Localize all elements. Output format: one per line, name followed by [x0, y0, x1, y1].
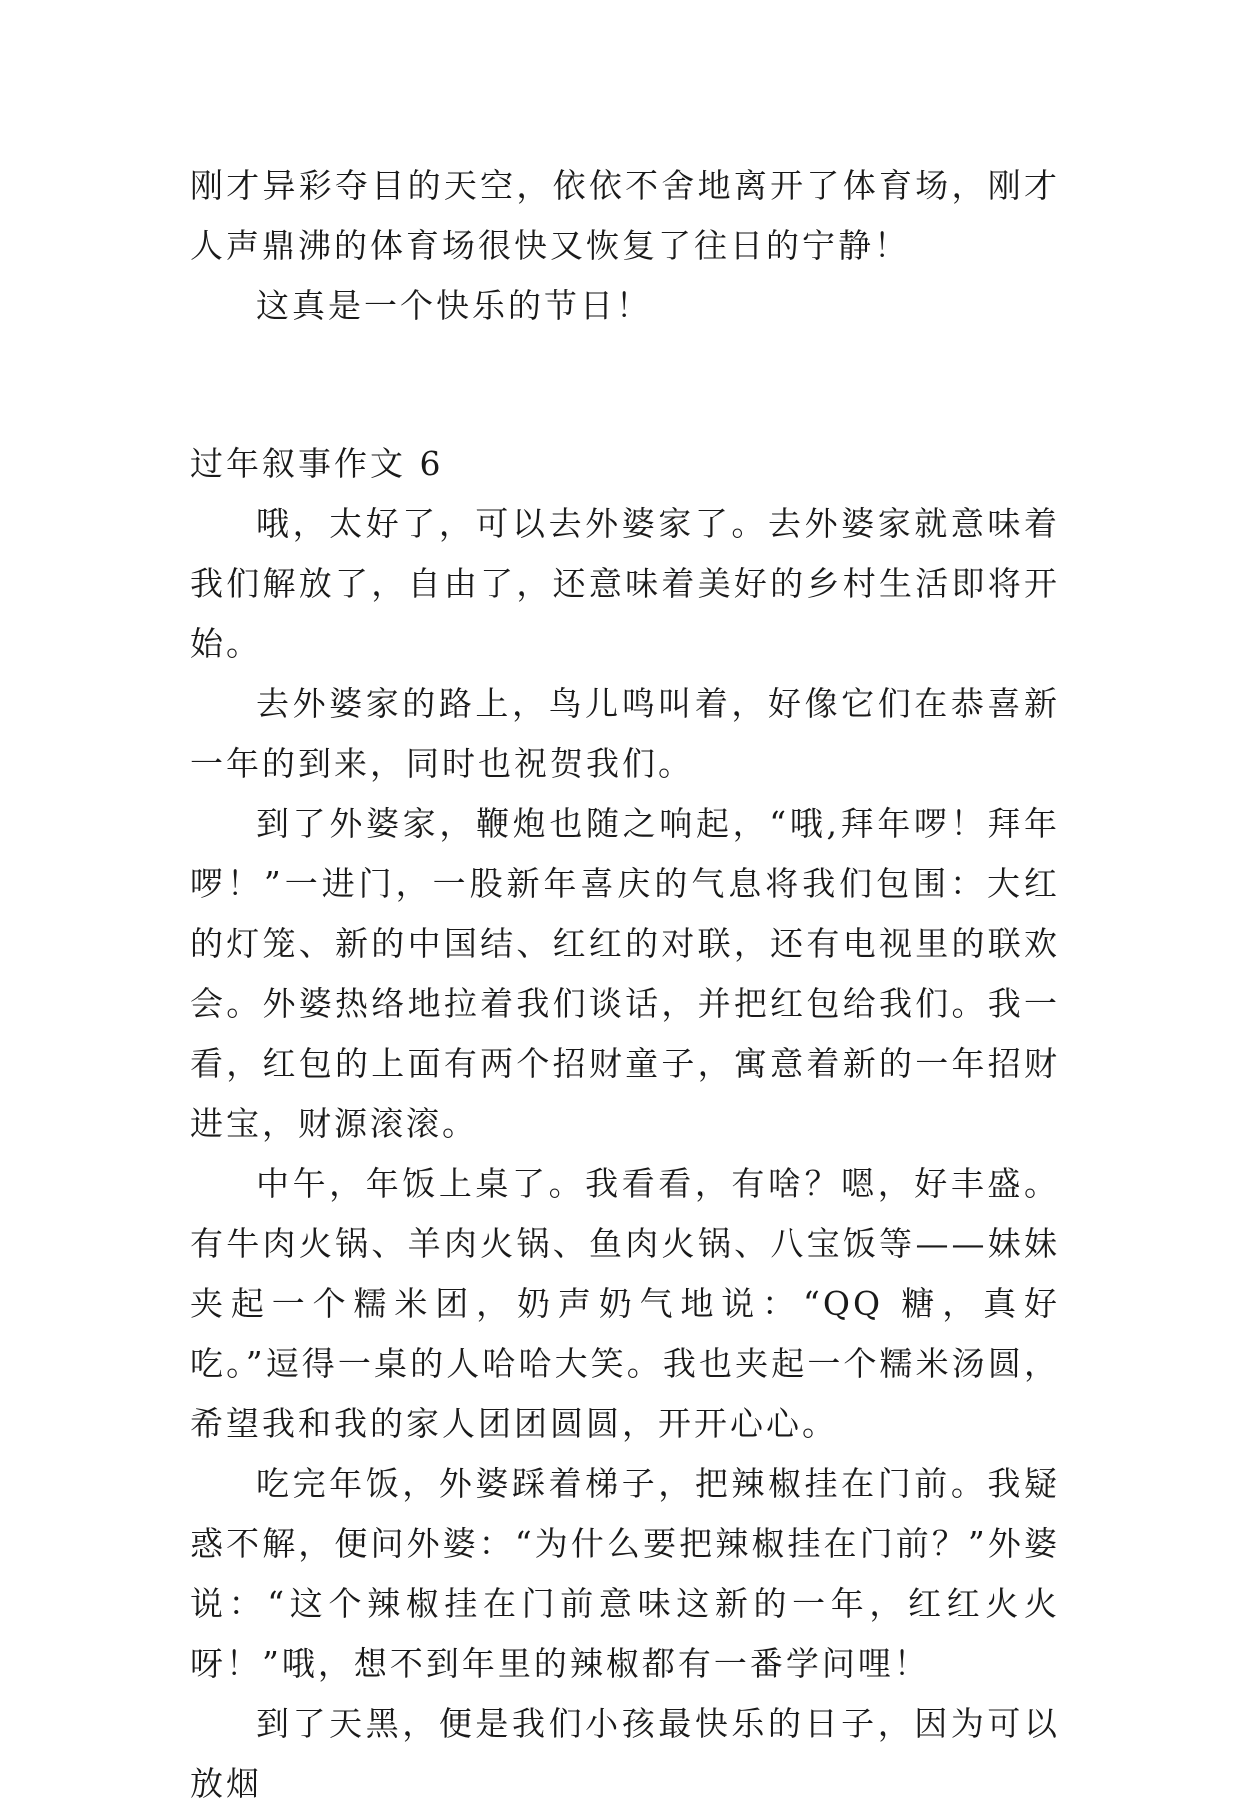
section-title: 过年叙事作文 6 [190, 444, 444, 483]
closing-line: 这真是一个快乐的节日！ [256, 286, 652, 325]
document-body [190, 156, 1060, 1814]
section-spacer [190, 336, 1060, 434]
paragraph-5: 吃完年饭，外婆踩着梯子，把辣椒挂在门前。我疑惑不解，便问外婆：“为什么要把辣椒挂在门前？”外婆说：“这个辣椒挂在门前意味这新的一年，红红火火呀！”哦，想不到年里的辣椒都有一番学问哩！ [190, 1464, 1060, 1683]
paragraph-6: 到了天黑，便是我们小孩最快乐的日子，因为可以放烟 [190, 1704, 1060, 1803]
continued-paragraph: 刚才异彩夺目的天空，依依不舍地离开了体育场，刚才人声鼎沸的体育场很快又恢复了往日的宁静！ [190, 166, 1060, 265]
paragraph-1: 哦，太好了，可以去外婆家了。去外婆家就意味着我们解放了，自由了，还意味着美好的乡村生活即将开始。 [190, 504, 1060, 663]
paragraph-3: 到了外婆家，鞭炮也随之响起，“哦,拜年啰！拜年啰！”一进门，一股新年喜庆的气息将我们包围：大红的灯笼、新的中国结、红红的对联，还有电视里的联欢会。外婆热络地拉着我们谈话，并把红包给我们。我一看，红包的上面有两个招财童子，寓意着新的一年招财进宝，财源滚滚。 [190, 804, 1060, 1143]
paragraph-2: 去外婆家的路上，鸟儿鸣叫着，好像它们在恭喜新一年的到来，同时也祝贺我们。 [190, 684, 1060, 783]
paragraph-4: 中午，年饭上桌了。我看看，有啥？嗯，好丰盛。有牛肉火锅、羊肉火锅、鱼肉火锅、八宝饭等——妹妹夹起一个糯米团，奶声奶气地说：“QQ 糖，真好吃。”逗得一桌的人哈哈大笑。我也夹起一个糯米汤圆，希望我和我的家人团团圆圆，开开心心。 [190, 1164, 1060, 1443]
